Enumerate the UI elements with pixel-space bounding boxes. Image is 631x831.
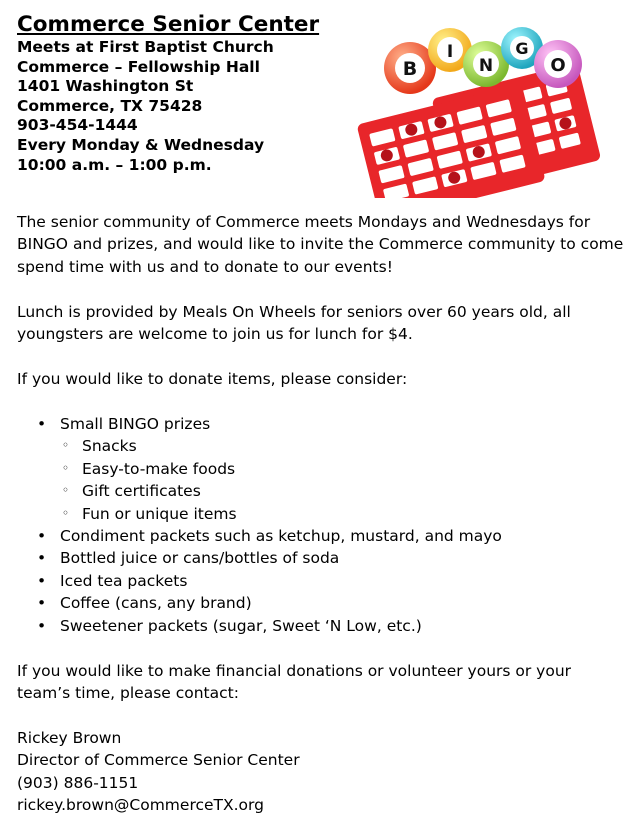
- donation-items-list: [0, 413, 502, 637]
- donate-intro: If you would like to donate items, please consider:: [17, 370, 408, 388]
- sub-list-item: [60, 480, 502, 502]
- meeting-hours: 10:00 a.m. – 1:00 p.m.: [17, 155, 212, 174]
- list-item: [0, 413, 502, 525]
- list-item: [0, 570, 502, 592]
- meeting-days: Every Monday & Wednesday: [17, 135, 265, 154]
- contact-phone: (903) 886-1151: [17, 773, 139, 792]
- bullet-icon: •: [37, 549, 47, 568]
- contact-name: Rickey Brown: [17, 729, 122, 747]
- list-item: [0, 615, 502, 637]
- contact-role: Director of Commerce Senior Center: [17, 751, 300, 770]
- circle-bullet-icon: ◦: [62, 460, 70, 475]
- bullet-icon: •: [37, 616, 47, 635]
- ball-i: I: [446, 42, 454, 62]
- sub-item-label: Snacks: [82, 437, 137, 456]
- street-address: 1401 Washington St: [17, 77, 194, 96]
- bingo-balls: [384, 27, 582, 94]
- contact-block: [17, 727, 300, 817]
- list-item-label: Coffee (cans, any brand): [60, 594, 252, 613]
- list-item-label: Bottled juice or cans/bottles of soda: [60, 549, 340, 568]
- phone-number: 903-454-1444: [17, 116, 138, 135]
- list-item: [0, 525, 502, 547]
- sub-list-item: [60, 458, 502, 480]
- hall-name: Commerce – Fellowship Hall: [17, 57, 260, 76]
- header-block: [17, 12, 337, 175]
- ball-b: B: [402, 58, 418, 80]
- list-item-label: Iced tea packets: [60, 571, 188, 590]
- circle-bullet-icon: ◦: [62, 505, 70, 520]
- meeting-location: Meets at First Baptist Church: [17, 38, 274, 56]
- sub-item-label: Fun or unique items: [82, 504, 237, 523]
- contact-email[interactable]: rickey.brown@CommerceTX.org: [17, 796, 264, 815]
- bullet-icon: •: [37, 527, 47, 546]
- ball-o: O: [550, 55, 566, 76]
- sub-list-item: [60, 435, 502, 457]
- sub-list-item: [60, 503, 502, 525]
- sub-item-label: Easy-to-make foods: [82, 459, 236, 478]
- circle-bullet-icon: ◦: [62, 483, 70, 498]
- prize-sublist: [60, 435, 502, 525]
- page-title: Commerce Senior Center: [17, 12, 320, 37]
- circle-bullet-icon: ◦: [62, 438, 70, 453]
- bullet-icon: •: [37, 594, 47, 613]
- bullet-icon: •: [37, 571, 47, 590]
- lunch-paragraph: Lunch is provided by Meals On Wheels for seniors over 60 years old, all youngsters are welcome to join us for lunch for $4.: [17, 303, 571, 344]
- list-item-label: Small BINGO prizes: [60, 415, 211, 433]
- bingo-svg: [344, 22, 610, 198]
- list-item-label: Condiment packets such as ketchup, mustard, and mayo: [60, 527, 502, 546]
- ball-n: N: [478, 56, 494, 76]
- intro-paragraph: The senior community of Commerce meets Mondays and Wednesdays for BINGO and prizes, and would like to invite the Commerce community to come spend time with us and to donate to our events!: [17, 213, 624, 276]
- contact-intro: If you would like to make financial donations or volunteer yours or your team’s time, please contact:: [17, 662, 572, 703]
- list-item: [0, 547, 502, 569]
- list-item-label: Sweetener packets (sugar, Sweet ‘N Low, etc.): [60, 616, 422, 635]
- city-state-zip: Commerce, TX 75428: [17, 96, 203, 115]
- bullet-icon: •: [37, 415, 47, 433]
- sub-item-label: Gift certificates: [82, 482, 201, 501]
- list-item: [0, 592, 502, 614]
- bingo-illustration-icon: [344, 22, 610, 198]
- ball-g: G: [515, 39, 529, 58]
